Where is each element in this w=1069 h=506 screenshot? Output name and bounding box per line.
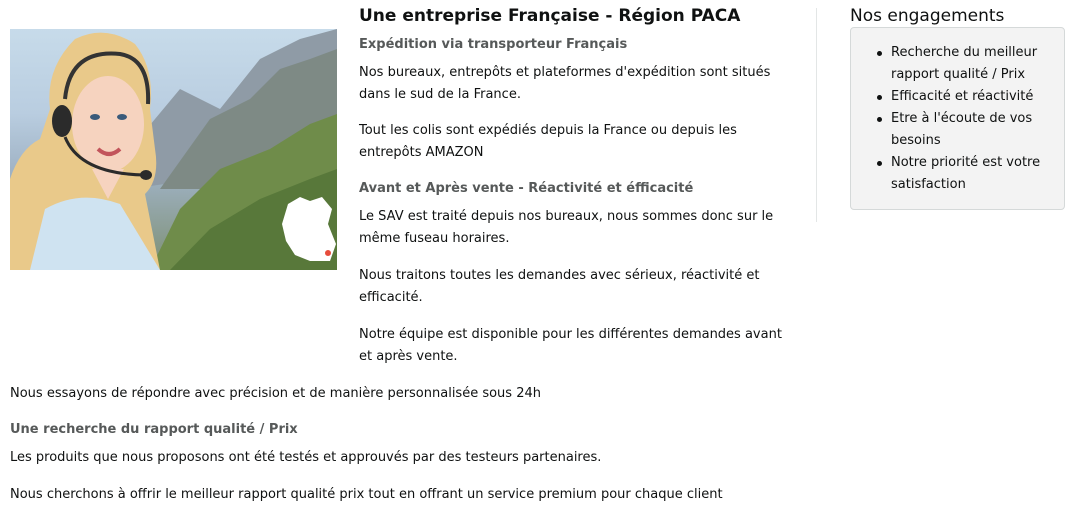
- sidebar-title: Nos engagements: [850, 6, 1005, 26]
- headset-mic: [140, 170, 152, 180]
- eye-right: [117, 114, 127, 120]
- support-paragraph-4: Nous essayons de répondre avec précision et de manière personnalisée sous 24h: [10, 386, 541, 401]
- text-line: satisfaction: [891, 177, 966, 192]
- text-line: et après vente.: [359, 349, 458, 364]
- support-paragraph-1: [359, 206, 799, 250]
- engagements-list: [851, 28, 1064, 196]
- engagement-item: [891, 42, 1054, 86]
- engagement-item: [891, 152, 1054, 196]
- text-line: Efficacité et réactivité: [891, 89, 1034, 104]
- text-line: dans le sud de la France.: [359, 87, 521, 102]
- support-heading: Avant et Après vente - Réactivité et éfficacité: [359, 181, 694, 196]
- shipping-paragraph-2: [359, 120, 799, 164]
- shipping-paragraph-1: [359, 62, 799, 106]
- hero-image: [10, 29, 337, 270]
- text-line: Nos bureaux, entrepôts et plateformes d'expédition sont situés: [359, 65, 771, 80]
- text-line: efficacité.: [359, 290, 423, 305]
- shipping-heading: Expédition via transporteur Français: [359, 37, 628, 52]
- text-line: Etre à l'écoute de vos: [891, 111, 1033, 126]
- support-paragraph-2: [359, 265, 799, 309]
- eye-left: [90, 114, 100, 120]
- map-location-dot: [325, 250, 331, 256]
- text-line: entrepôts AMAZON: [359, 145, 484, 160]
- page-title: Une entreprise Française - Région PACA: [359, 6, 741, 26]
- text-line: Recherche du meilleur: [891, 45, 1038, 60]
- text-line: même fuseau horaires.: [359, 231, 510, 246]
- column-divider: [816, 8, 817, 222]
- support-paragraph-3: [359, 324, 799, 368]
- text-line: rapport qualité / Prix: [891, 67, 1026, 82]
- quality-paragraph-1: Les produits que nous proposons ont été testés et approuvés par des testeurs partenaires.: [10, 450, 602, 465]
- engagements-box: [850, 27, 1065, 210]
- quality-paragraph-2: Nous cherchons à offrir le meilleur rapport qualité prix tout en offrant un service premium pour chaque client: [10, 487, 723, 502]
- text-line: Tout les colis sont expédiés depuis la France ou depuis les: [359, 123, 737, 138]
- engagement-item: [891, 108, 1054, 152]
- headset-earpiece: [52, 105, 72, 137]
- text-line: besoins: [891, 133, 941, 148]
- text-line: Notre priorité est votre: [891, 155, 1041, 170]
- text-line: Le SAV est traité depuis nos bureaux, nous sommes donc sur le: [359, 209, 774, 224]
- engagement-item: [891, 86, 1054, 108]
- text-line: Nous traitons toutes les demandes avec sérieux, réactivité et: [359, 268, 760, 283]
- text-line: Notre équipe est disponible pour les différentes demandes avant: [359, 327, 782, 342]
- quality-heading: Une recherche du rapport qualité / Prix: [10, 422, 298, 437]
